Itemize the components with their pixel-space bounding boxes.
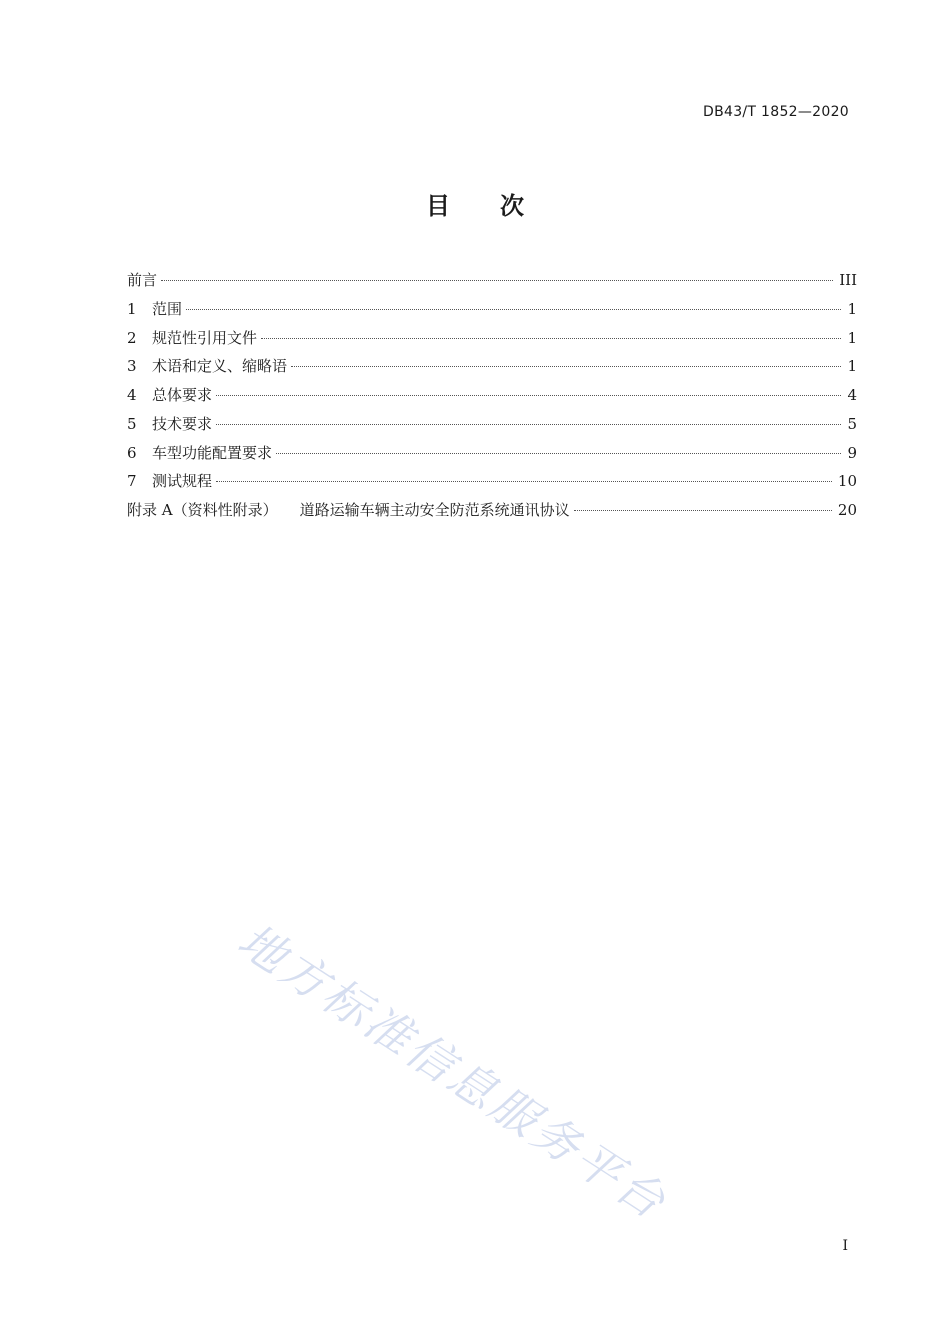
- toc-entry-1[interactable]: [127, 295, 857, 324]
- toc-entry-number: 2: [127, 328, 137, 347]
- toc-entry-number: 4: [127, 386, 137, 404]
- toc-entry-label: 技术要求: [152, 414, 213, 433]
- standard-code: DB43/T 1852—2020: [703, 104, 849, 120]
- toc-entry-label: 术语和定义、缩略语: [152, 357, 288, 376]
- toc-entry-page: 1: [847, 299, 857, 318]
- toc-entry-page: 5: [847, 414, 857, 433]
- toc-entry-number: 6: [127, 443, 137, 462]
- toc-entry-label: 规范性引用文件: [152, 328, 258, 347]
- toc-entry-page: III: [839, 271, 857, 289]
- toc-entry-page: 20: [837, 501, 857, 519]
- leader-dots: [276, 453, 841, 454]
- annex-subtitle: 道路运输车辆主动安全防范系统通讯协议: [299, 501, 570, 519]
- toc-entry-4[interactable]: [127, 381, 857, 410]
- toc-entry-6[interactable]: [127, 439, 857, 468]
- leader-dots: [216, 395, 841, 396]
- page-title: [0, 186, 950, 221]
- page-number: I: [842, 1238, 848, 1254]
- toc-entry-label: [127, 496, 570, 525]
- title-char-2: 次: [500, 192, 524, 220]
- toc-entry-2[interactable]: [127, 324, 857, 353]
- toc-entry-page: 9: [847, 443, 857, 462]
- toc-entry-3[interactable]: [127, 352, 857, 381]
- toc-entry-number: 1: [127, 299, 137, 318]
- toc-entry-label: 前言: [127, 271, 158, 289]
- toc-entry-number: 3: [127, 357, 137, 376]
- leader-dots: [216, 481, 832, 482]
- toc-entry-5[interactable]: [127, 410, 857, 439]
- watermark: 地方标准信息服务平台: [228, 912, 678, 1231]
- toc-entry-number: 5: [127, 414, 137, 433]
- toc-entry-label: 车型功能配置要求: [152, 443, 273, 462]
- leader-dots: [574, 510, 832, 511]
- title-char-1: 目: [426, 192, 450, 220]
- toc-entry-7[interactable]: [127, 467, 857, 496]
- leader-dots: [261, 338, 841, 339]
- toc-entry-page: 4: [847, 386, 857, 404]
- toc-entry-annex-a[interactable]: [127, 496, 857, 525]
- annex-label: 附录 A（资料性附录）: [127, 501, 278, 519]
- leader-dots: [291, 366, 841, 367]
- toc-entry-page: 1: [847, 357, 857, 376]
- toc-entry-foreword[interactable]: [127, 266, 857, 295]
- leader-dots: [186, 309, 841, 310]
- toc-entry-label: 测试规程: [152, 472, 213, 491]
- toc-entry-page: 1: [847, 328, 857, 347]
- toc-entry-label: 总体要求: [152, 386, 213, 404]
- leader-dots: [216, 424, 841, 425]
- toc-entry-page: 10: [837, 472, 857, 491]
- leader-dots: [161, 280, 833, 281]
- toc-entry-number: 7: [127, 472, 137, 491]
- table-of-contents: [127, 266, 857, 525]
- toc-entry-label: 范围: [152, 299, 183, 318]
